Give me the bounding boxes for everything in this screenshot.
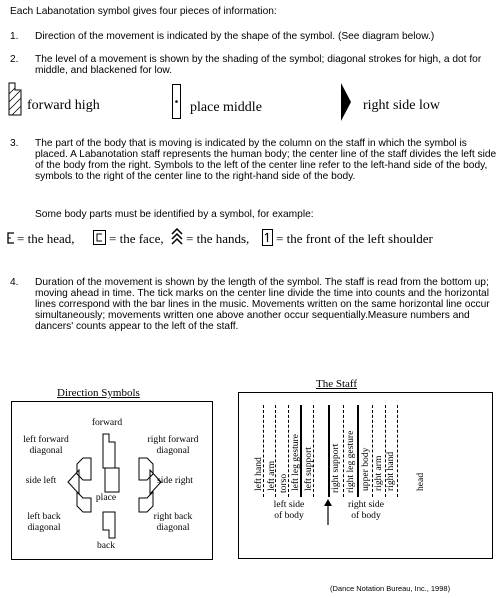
staff-diagram-box <box>238 392 493 559</box>
direction-diagram-title: Direction Symbols <box>57 387 140 399</box>
staff-line-11 <box>397 405 398 497</box>
item-number-4: 4. <box>10 277 19 288</box>
back-label: back <box>96 540 116 551</box>
forward-high-label: forward high <box>27 98 100 113</box>
body-parts-intro: Some body parts must be identified by a symbol, for example: <box>35 209 314 220</box>
staff-column-right-leg-gesture: right leg gesture <box>345 430 356 493</box>
place-middle-symbol <box>172 84 182 120</box>
staff-column-left-leg-gesture: left leg gesture <box>290 433 301 491</box>
direction-diagram-box <box>11 401 213 560</box>
left-shoulder-label: = the front of the left shoulder <box>276 231 433 246</box>
right-side-low-symbol <box>340 82 352 122</box>
intro-text: Each Labanotation symbol gives four pieces of information: <box>10 6 277 17</box>
staff-diagram-title: The Staff <box>316 378 358 390</box>
staff-column-left-arm: left arm <box>266 460 277 491</box>
credit-line: (Dance Notation Bureau, Inc., 1998) <box>330 584 451 593</box>
right-back-label: right back diagonal <box>153 511 193 533</box>
staff-column-left-hand: left hand <box>253 457 264 491</box>
staff-column-right-support: right support <box>330 443 341 493</box>
staff-column-left-support: left support <box>303 447 314 491</box>
up-arrow-icon <box>322 497 334 527</box>
staff-line-7 <box>343 405 344 497</box>
right-side-low-label: right side low <box>363 98 440 113</box>
right-forward-label: right forward diagonal <box>147 434 199 456</box>
item-text-1: Direction of the movement is indicated by the shape of the symbol. (See diagram below.) <box>35 31 435 42</box>
staff-column-torso: torso <box>278 473 289 493</box>
staff-column-right-arm: right arm <box>373 455 384 491</box>
side-right-label: side right <box>157 475 193 486</box>
side-left-label: side left <box>25 475 57 486</box>
item-number-3: 3. <box>10 138 19 149</box>
item-text-2: The level of a movement is shown by the shading of the symbol; diagonal strokes for high, a dot for middle, and blackened for low. <box>35 54 482 77</box>
staff-column-upper-body: upper body <box>360 447 371 491</box>
left-side-caption: left side of body <box>273 499 305 521</box>
forward-high-symbol <box>8 82 22 116</box>
face-label: = the face, <box>109 231 164 246</box>
head-label: = the head, <box>17 231 75 246</box>
left-shoulder-symbol <box>262 229 274 247</box>
right-side-caption: right side of body <box>348 499 384 521</box>
staff-column-head: head <box>415 472 426 491</box>
left-forward-label: left forward diagonal <box>23 434 69 456</box>
hands-label: = the hands, <box>186 231 250 246</box>
place-middle-label: place middle <box>190 100 262 115</box>
face-symbol <box>93 230 107 246</box>
direction-symbols-graphic <box>62 430 162 542</box>
left-back-label: left back diagonal <box>27 511 61 533</box>
item-number-1: 1. <box>10 31 19 42</box>
head-symbol <box>6 231 16 245</box>
item-text-4: Duration of the movement is shown by the length of the symbol. The staff is read from the bottom up; moving ahead in time. The tick marks on the center line divide the time into counts and the horizontal lines correspond with the bar lines in the music. Movements written on the same horizontal line occur simultaneously; movements written one above another occur sequentially.Measure numbers and dancers' counts appear to the left of the staff. <box>35 277 490 333</box>
forward-label: forward <box>91 417 123 428</box>
staff-column-right-hand: right hand <box>385 451 396 491</box>
item-number-2: 2. <box>10 54 19 65</box>
item-text-3: The part of the body that is moving is indicated by the column on the staff in which the symbol is placed. A Labanotation staff represents the human body; the center line of the staff divides the left side of the body from the right. Symbols to the left of the center line refer to the left-hand side of the body, symbols to the right of the center line to the right-hand side of the body. <box>35 138 497 183</box>
place-label: place <box>95 492 117 503</box>
staff-line-8 <box>357 405 359 497</box>
hands-symbol <box>171 228 183 246</box>
